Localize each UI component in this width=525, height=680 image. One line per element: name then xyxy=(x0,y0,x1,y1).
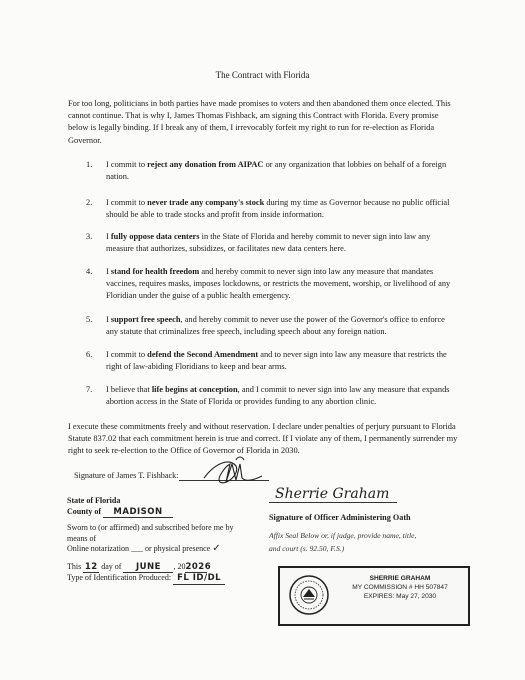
county-line: County of MADISON xyxy=(67,507,267,519)
document-title: The Contract with Florida xyxy=(215,70,310,80)
date-line: This 12 day of JUNE , 202026 xyxy=(67,561,212,572)
sworn-text-2: means of xyxy=(67,533,97,543)
presence-line: Online notarization ___ or physical presence ✓ xyxy=(67,543,222,554)
id-value: FL ID/DL xyxy=(173,573,225,585)
stamp-name: SHERRIE GRAHAM xyxy=(369,575,431,582)
notary-left-block xyxy=(67,496,267,585)
month-value: JUNE xyxy=(123,562,173,574)
affix-seal-instructions: Affix Seal Below or, if judge, provide name, title, and court (s. 92.50, F.S.) xyxy=(269,531,417,553)
sworn-text-1: Sworn to (or affirmed) and subscribed before me by xyxy=(67,523,234,532)
id-line: Type of Identification Produced: FL ID/DL xyxy=(67,573,267,585)
handwritten-signature xyxy=(196,452,276,492)
state-label: State of Florida xyxy=(67,496,121,505)
stamp-expires: EXPIRES: May 27, 2030 xyxy=(363,593,437,601)
checkmark-icon: ✓ xyxy=(212,543,222,554)
officer-signature-line xyxy=(269,502,397,503)
closing-paragraph: I execute these commitments freely and without reservation. I declare under penalties of perjury pursuant to Florida Statute 837.02 that each commitment herein is true and correct. If I violate any of them, I permanently surrender my right to seek re-election to the Office of Governor of Florida in 2030. xyxy=(68,422,458,456)
signature-label: Signature of James T. Fishback: xyxy=(74,471,179,480)
year-value: 2026 xyxy=(185,561,212,572)
officer-label: Signature of Officer Administering Oath xyxy=(269,513,411,522)
stamp-commission: MY COMMISSION # HH 507847 xyxy=(352,584,448,592)
intro-paragraph: For too long, politicians in both parties have made promises to voters and then abandoned them once elected. This cannot continue. That is why I, James Thomas Fishback, am signing this Contract with Florida. Every promise below is legally binding. If I break any of them, I irrevocably forfeit my right to run for re-election as Florida Governor. xyxy=(68,99,451,145)
notary-seal-icon xyxy=(288,574,330,616)
officer-signature-text: Sherrie Graham xyxy=(275,486,390,502)
document-page: The Contract with Florida For too long, politicians in both parties have made promises to voters and then abandoned them once elected. This cannot continue. That is why I, James Thomas Fishback, am signing this Contract with Florida. Every promise below is legally binding. If I break any of them, I irrevocably forfeit my right to run for re-election as Florida Governor. 1. I commit to reject any donation from AIPAC or any organization that lobbies on behalf of a foreign nation. 2. I commit to never trade any company's stock during my time as Governor because no public official should be able to trade stocks and profit from inside information. 3. I fully oppose data centers in the State of Florida and hereby commit to never sign into law any measure that authorizes, subsidizes, or facilitates new data centers here. 4. I stand for health freedom and hereby commit to never sign into law any measure that mandates vaccines, requires masks, imposes lockdowns, or restricts the movement, worship, or livelihood of any Floridian under the guise of a public health emergency. 5. I support free speech, and hereby commit to never use the power of the Governor's office to enforce any statute that criminalizes free speech, including speech about any foreign nation. 6. I commit to defend the Second Amendment and to never sign into law any measure that restricts the right of law-abiding Floridians to keep and bear arms. 7. I believe that life begins at conception, and I commit to never sign into law any measure that expands abortion access in the State of Florida or provides funding to any abortion clinic. I execute these commitments freely and without reservation. I declare under penalties of perjury pursuant to Florida Statute 837.02 that each commitment herein is true and correct. If I violate any of them, I permanently surrender my right to seek re-election to the Office of Governor of Florida in 2030. Signature of James T. Fishback: State of Florida County of MADISON Sworn to (or affirmed) and subscribed before me by means of Online notarization ___ or physical presence ✓ This 12 day of JUNE , 202026 Type of Identification Produced: FL ID/DL Sherrie Graham Signature of Officer Administering Oath Affix Seal Below or, if judge, provide name, title, and court (s. 92.50, F.S.) SHERRIE GRAHAM MY COMMISSION # HH 507847 EXPIRES: May 27, 2030 xyxy=(0,0,525,680)
notary-stamp xyxy=(278,566,470,626)
county-value: MADISON xyxy=(103,507,173,519)
day-value: 12 xyxy=(84,561,98,572)
